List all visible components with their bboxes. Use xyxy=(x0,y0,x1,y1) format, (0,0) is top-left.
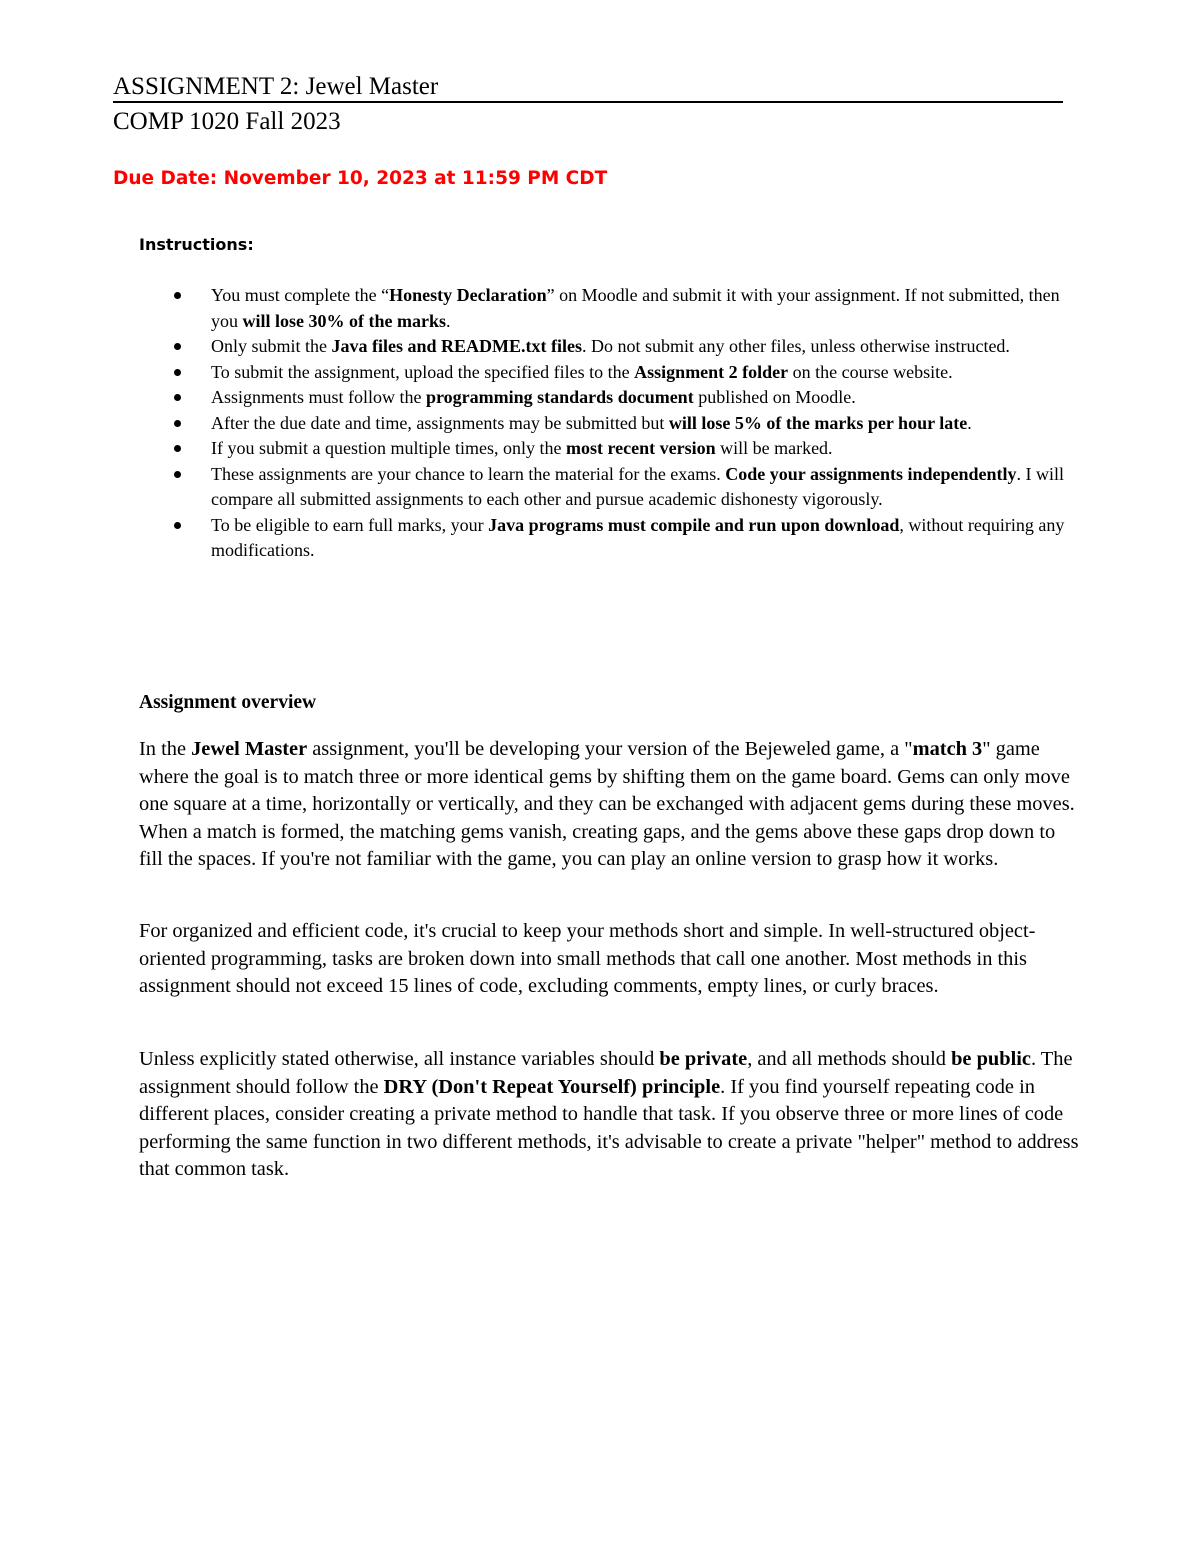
instruction-text: You must complete the “Honesty Declaration” on Moodle and submit it with your assignment. If not submitted, then you will lose 30% of the marks. xyxy=(211,285,1060,331)
instruction-text: If you submit a question multiple times, only the most recent version will be marked. xyxy=(211,438,833,458)
bullet-icon xyxy=(174,369,181,376)
overview-heading: Assignment overview xyxy=(139,692,317,713)
bold-text: Java files and README.txt files xyxy=(331,336,582,356)
bullet-icon xyxy=(174,343,181,350)
bullet-icon xyxy=(174,292,181,299)
instruction-item xyxy=(139,360,1069,386)
bold-text: Code your assignments independently xyxy=(725,463,1017,484)
bold-text: match 3 xyxy=(912,738,983,760)
course-name: COMP 1020 Fall 2023 xyxy=(113,108,341,135)
bullet-icon xyxy=(174,420,181,427)
bold-text: will lose 5% of the marks per hour late xyxy=(668,412,968,433)
assignment-title: ASSIGNMENT 2: Jewel Master xyxy=(113,73,439,100)
instruction-item xyxy=(139,513,1069,564)
instruction-item xyxy=(139,462,1069,513)
bold-text: Jewel Master xyxy=(191,738,308,760)
instruction-text: To submit the assignment, upload the specified files to the Assignment 2 folder on the course website. xyxy=(211,361,953,382)
bold-text: will lose 30% of the marks xyxy=(242,310,446,331)
instruction-item xyxy=(139,334,1069,360)
header-divider xyxy=(113,101,1063,103)
bold-text: Java programs must compile and run upon download xyxy=(488,514,900,535)
bold-text: Honesty Declaration xyxy=(389,285,547,305)
instruction-text: To be eligible to earn full marks, your Java programs must compile and run upon download, without requiring any modifications. xyxy=(211,514,1065,560)
due-date: Due Date: November 10, 2023 at 11:59 PM CDT xyxy=(113,168,608,189)
bullet-icon xyxy=(174,394,181,401)
instruction-text: Only submit the Java files and README.txt files. Do not submit any other files, unless otherwise instructed. xyxy=(211,336,1010,356)
instructions-heading: Instructions: xyxy=(139,235,254,254)
bold-text: most recent version xyxy=(565,438,716,458)
bold-text: be private xyxy=(659,1048,748,1070)
methods-paragraph: For organized and efficient code, it's crucial to keep your methods short and simple. In well-structured object-oriented programming, tasks are broken down into small methods that call one another. Most methods in this assignment should not exceed 15 lines of code, excluding comments, empty lines, or curly braces. xyxy=(139,920,1036,997)
bullet-icon xyxy=(174,445,181,452)
instruction-item xyxy=(139,385,1069,411)
dry-paragraph: Unless explicitly stated otherwise, all instance variables should be private, and all methods should be public. The assignment should follow the DRY (Don't Repeat Yourself) principle. If you find yourself repeating code in different places, consider creating a private method to handle that task. If you observe three or more lines of code performing the same function in two different methods, it's advisable to create a private "helper" method to address that common task. xyxy=(139,1048,1079,1180)
instructions-list xyxy=(139,283,1069,564)
instruction-item xyxy=(139,411,1069,437)
instruction-text: After the due date and time, assignments may be submitted but will lose 5% of the marks per hour late. xyxy=(211,412,972,433)
instruction-item xyxy=(139,436,1069,462)
bold-text: be public xyxy=(951,1048,1031,1070)
bold-text: DRY (Don't Repeat Yourself) principle xyxy=(383,1075,721,1098)
bold-text: Assignment 2 folder xyxy=(634,361,789,382)
bullet-icon xyxy=(174,471,181,478)
bullet-icon xyxy=(174,522,181,529)
overview-paragraph: In the Jewel Master assignment, you'll be developing your version of the Bejeweled game, a "match 3" game where the goal is to match three or more identical gems by shifting them on the game board. Gems can only move one square at a time, horizontally or vertically, and they can be exchanged with adjacent gems during these moves. When a match is formed, the matching gems vanish, creating gaps, and the gems above these gaps drop down to fill the spaces. If you're not familiar with the game, you can play an online version to grasp how it works. xyxy=(139,738,1075,870)
instruction-text: These assignments are your chance to learn the material for the exams. Code your assignments independently. I will compare all submitted assignments to each other and pursue academic dishonesty vigorously. xyxy=(211,463,1065,509)
bold-text: programming standards document xyxy=(426,387,694,407)
instruction-text: Assignments must follow the programming standards document published on Moodle. xyxy=(211,387,856,407)
instruction-item xyxy=(139,283,1069,334)
